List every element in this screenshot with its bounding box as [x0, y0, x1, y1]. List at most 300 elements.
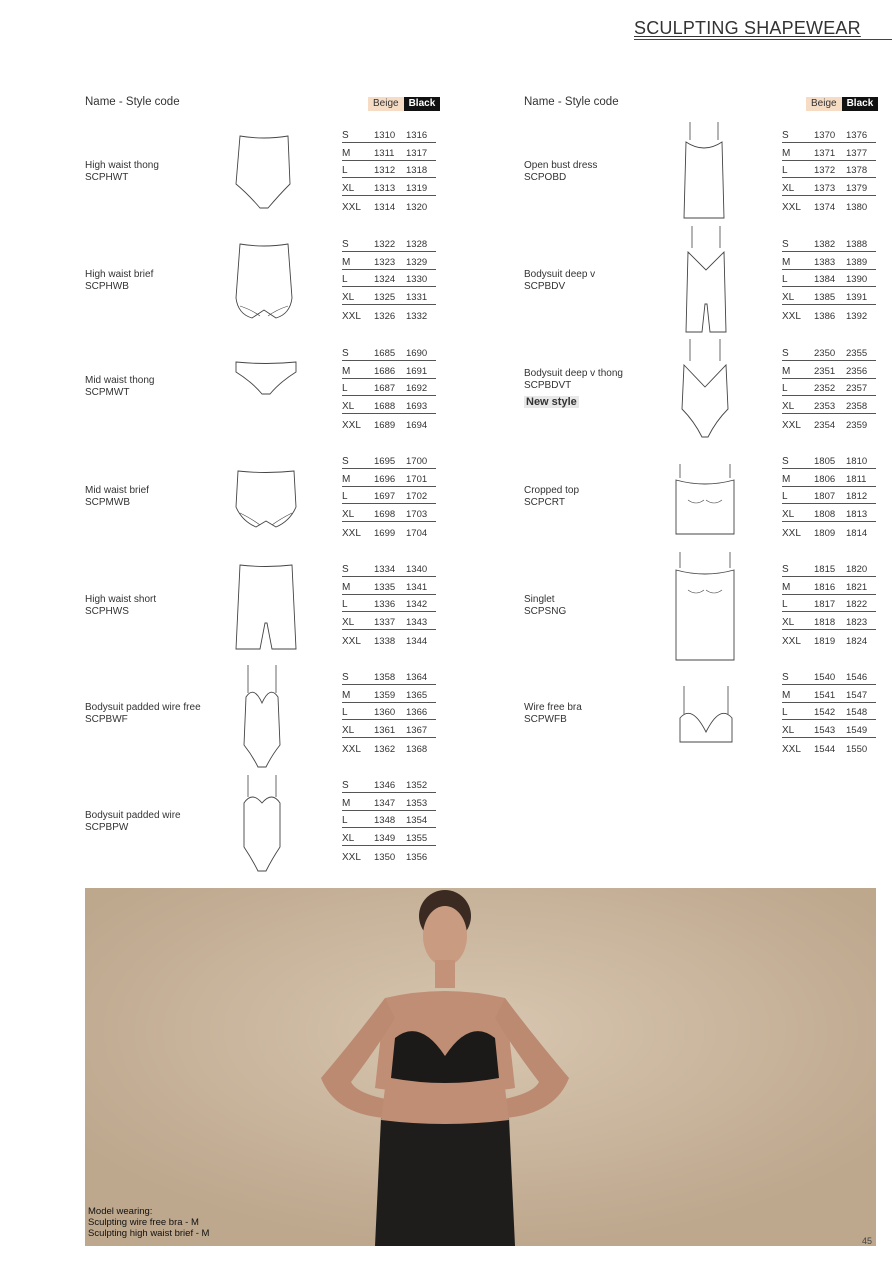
size-label: L: [342, 165, 348, 177]
size-label: S: [342, 347, 349, 359]
product-name: Wire free bra: [524, 702, 582, 713]
beige-article-number: 1322: [374, 238, 396, 250]
black-article-number: 1365: [406, 689, 428, 701]
wire-free-bra-sketch: [678, 684, 734, 746]
caption-line: Sculpting high waist brief - M: [88, 1228, 210, 1239]
black-article-number: 1824: [846, 635, 868, 647]
style-code: SCPCRT: [524, 497, 565, 508]
beige-article-number: 1314: [374, 201, 396, 213]
bodysuit-deep-v-sketch: [684, 224, 728, 336]
size-row: [342, 379, 436, 397]
size-label: XXL: [342, 635, 361, 647]
size-row: [342, 612, 436, 630]
beige-article-number: 1696: [374, 473, 396, 485]
size-label: L: [782, 383, 788, 395]
size-table: [782, 125, 876, 214]
size-label: S: [342, 671, 349, 683]
black-article-number: 1318: [406, 165, 428, 177]
high-waist-short-sketch: [234, 563, 298, 653]
black-article-number: 1814: [846, 527, 868, 539]
black-article-number: 1319: [406, 183, 428, 195]
black-article-number: 1820: [846, 563, 868, 575]
size-label: M: [342, 581, 351, 593]
size-row: [782, 451, 876, 469]
size-label: M: [782, 689, 791, 701]
size-row: [782, 161, 876, 179]
size-table: [342, 667, 436, 756]
black-article-number: 1391: [846, 292, 868, 304]
black-article-number: 1355: [406, 833, 428, 845]
black-article-number: 1389: [846, 256, 868, 268]
size-label: XL: [342, 725, 355, 737]
black-swatch: Black: [842, 97, 879, 111]
size-label: L: [342, 383, 348, 395]
page-number: 45: [862, 1236, 873, 1246]
black-article-number: 1703: [406, 509, 428, 521]
size-row: [782, 504, 876, 522]
size-row: [342, 178, 436, 196]
product-label: [524, 368, 623, 409]
beige-article-number: 1337: [374, 617, 396, 629]
black-article-number: 1356: [406, 851, 428, 863]
size-table: [782, 451, 876, 540]
size-row: [342, 738, 436, 756]
style-code: SCPBDV: [524, 281, 566, 292]
size-row: [342, 504, 436, 522]
page-header: [634, 18, 892, 40]
black-article-number: 1367: [406, 725, 428, 737]
model-photo: [85, 888, 876, 1246]
product-name: Bodysuit deep v thong: [524, 368, 623, 379]
black-article-number: 1329: [406, 256, 428, 268]
black-article-number: 2356: [846, 365, 868, 377]
beige-article-number: 1310: [374, 129, 396, 141]
beige-article-number: 1326: [374, 310, 396, 322]
beige-article-number: 1335: [374, 581, 396, 593]
beige-article-number: 1360: [374, 707, 396, 719]
size-row: [342, 161, 436, 179]
beige-article-number: 1311: [374, 147, 395, 159]
black-article-number: 1546: [846, 671, 868, 683]
size-table: [342, 775, 436, 864]
black-article-number: 1822: [846, 599, 868, 611]
beige-article-number: 1815: [814, 563, 836, 575]
size-row: [782, 270, 876, 288]
size-label: L: [782, 491, 788, 503]
color-legend-left: [368, 97, 440, 111]
black-article-number: 1693: [406, 401, 428, 413]
size-row: [342, 343, 436, 361]
size-label: S: [782, 671, 789, 683]
size-label: S: [782, 238, 789, 250]
size-label: XXL: [342, 419, 361, 431]
size-row: [782, 559, 876, 577]
black-article-number: 1380: [846, 201, 868, 213]
size-row: [342, 287, 436, 305]
beige-article-number: 1809: [814, 527, 836, 539]
size-row: [782, 287, 876, 305]
size-row: [342, 143, 436, 161]
black-article-number: 1366: [406, 707, 428, 719]
beige-article-number: 1323: [374, 256, 396, 268]
beige-article-number: 1361: [374, 725, 396, 737]
size-row: [342, 487, 436, 505]
beige-article-number: 1543: [814, 725, 836, 737]
size-row: [782, 522, 876, 540]
black-article-number: 1316: [406, 129, 428, 141]
size-row: [782, 178, 876, 196]
beige-article-number: 1374: [814, 201, 836, 213]
size-label: XXL: [782, 201, 801, 213]
beige-article-number: 2351: [814, 365, 836, 377]
black-article-number: 1364: [406, 671, 428, 683]
black-article-number: 1320: [406, 201, 428, 213]
size-label: S: [342, 563, 349, 575]
size-label: M: [342, 473, 351, 485]
black-article-number: 1354: [406, 815, 428, 827]
beige-article-number: 1806: [814, 473, 836, 485]
black-article-number: 1376: [846, 129, 868, 141]
size-label: L: [342, 599, 348, 611]
black-article-number: 1550: [846, 743, 868, 755]
size-label: M: [782, 473, 791, 485]
size-label: M: [782, 365, 791, 377]
product-name: Mid waist thong: [85, 375, 155, 386]
color-legend-right: [806, 97, 878, 111]
black-article-number: 2358: [846, 401, 868, 413]
beige-article-number: 1805: [814, 455, 836, 467]
size-label: S: [782, 347, 789, 359]
beige-article-number: 1382: [814, 238, 836, 250]
black-article-number: 1340: [406, 563, 428, 575]
beige-article-number: 1346: [374, 779, 396, 791]
style-code: SCPHWT: [85, 172, 129, 183]
black-article-number: 1331: [406, 292, 428, 304]
size-label: XXL: [342, 743, 361, 755]
size-label: XL: [782, 725, 795, 737]
size-row: [782, 379, 876, 397]
black-article-number: 1368: [406, 743, 428, 755]
size-label: XL: [342, 509, 355, 521]
black-article-number: 1691: [406, 365, 428, 377]
mid-waist-brief-sketch: [234, 469, 298, 531]
beige-swatch: Beige: [806, 97, 842, 111]
beige-swatch: Beige: [368, 97, 404, 111]
size-table: [782, 667, 876, 756]
size-row: [782, 703, 876, 721]
bodysuit-wire-free-sketch: [242, 663, 282, 769]
beige-article-number: 1817: [814, 599, 836, 611]
size-row: [782, 720, 876, 738]
beige-article-number: 1541: [814, 689, 836, 701]
size-row: [782, 414, 876, 432]
beige-article-number: 1698: [374, 509, 396, 521]
beige-article-number: 1373: [814, 183, 836, 195]
black-article-number: 1702: [406, 491, 428, 503]
photo-caption: [88, 1206, 209, 1239]
size-label: XXL: [782, 743, 801, 755]
size-label: XL: [782, 617, 795, 629]
size-row: [782, 143, 876, 161]
product-label: [85, 160, 159, 184]
size-table: [342, 125, 436, 214]
size-label: M: [342, 147, 351, 159]
size-label: S: [342, 238, 349, 250]
product-name: Cropped top: [524, 485, 580, 496]
product-label: [524, 485, 579, 509]
size-table: [342, 234, 436, 323]
beige-article-number: 1336: [374, 599, 396, 611]
black-article-number: 1547: [846, 689, 868, 701]
size-label: S: [782, 563, 789, 575]
black-article-number: 1823: [846, 617, 868, 629]
beige-article-number: 1695: [374, 455, 396, 467]
product-name: High waist short: [85, 594, 157, 605]
size-row: [342, 414, 436, 432]
beige-article-number: 1338: [374, 635, 396, 647]
size-label: XXL: [342, 527, 361, 539]
black-article-number: 1379: [846, 183, 868, 195]
size-row: [342, 720, 436, 738]
black-article-number: 1812: [846, 491, 868, 503]
black-article-number: 1388: [846, 238, 868, 250]
beige-article-number: 1689: [374, 419, 396, 431]
size-row: [782, 685, 876, 703]
size-label: XXL: [782, 419, 801, 431]
black-article-number: 1811: [846, 473, 867, 485]
size-row: [342, 305, 436, 323]
size-label: XL: [782, 401, 795, 413]
size-label: L: [782, 274, 788, 286]
black-article-number: 1377: [846, 147, 868, 159]
beige-article-number: 1542: [814, 707, 836, 719]
beige-article-number: 1818: [814, 617, 836, 629]
column-heading-right: Name - Style code: [524, 96, 619, 108]
black-article-number: 1353: [406, 797, 428, 809]
size-row: [342, 270, 436, 288]
beige-article-number: 1371: [814, 147, 836, 159]
size-label: L: [782, 165, 788, 177]
black-article-number: 1692: [406, 383, 428, 395]
product-label: [85, 375, 154, 399]
beige-article-number: 1359: [374, 689, 396, 701]
style-code: SCPSNG: [524, 606, 567, 617]
product-name: High waist brief: [85, 269, 154, 280]
size-row: [782, 343, 876, 361]
beige-article-number: 1687: [374, 383, 396, 395]
size-row: [342, 361, 436, 379]
product-label: [524, 269, 595, 293]
size-row: [342, 469, 436, 487]
product-label: [85, 269, 153, 293]
high-waist-brief-sketch: [232, 240, 296, 322]
black-swatch: Black: [404, 97, 441, 111]
beige-article-number: 1358: [374, 671, 396, 683]
size-row: [782, 305, 876, 323]
size-row: [782, 738, 876, 756]
product-label: [85, 594, 156, 618]
product-name: Bodysuit padded wire free: [85, 702, 201, 713]
size-row: [782, 612, 876, 630]
size-label: L: [782, 707, 788, 719]
new-style-badge: New style: [526, 396, 577, 408]
black-article-number: 1328: [406, 238, 428, 250]
size-label: XXL: [342, 851, 361, 863]
size-row: [342, 125, 436, 143]
size-row: [782, 595, 876, 613]
size-row: [342, 595, 436, 613]
size-row: [342, 793, 436, 811]
beige-article-number: 2354: [814, 419, 836, 431]
size-label: S: [782, 129, 789, 141]
size-row: [342, 667, 436, 685]
black-article-number: 1341: [406, 581, 428, 593]
beige-article-number: 1685: [374, 347, 396, 359]
black-article-number: 2357: [846, 383, 868, 395]
size-row: [782, 125, 876, 143]
beige-article-number: 2352: [814, 383, 836, 395]
size-table: [342, 451, 436, 540]
size-row: [342, 703, 436, 721]
beige-article-number: 1688: [374, 401, 396, 413]
size-label: S: [342, 455, 349, 467]
size-label: S: [342, 129, 349, 141]
column-heading-left: Name - Style code: [85, 96, 180, 108]
beige-article-number: 1347: [374, 797, 396, 809]
beige-article-number: 1362: [374, 743, 396, 755]
size-label: XXL: [342, 201, 361, 213]
size-row: [342, 630, 436, 648]
product-label: [524, 594, 566, 618]
beige-article-number: 1383: [814, 256, 836, 268]
style-code: SCPHWB: [85, 281, 129, 292]
size-label: L: [342, 707, 348, 719]
beige-article-number: 1544: [814, 743, 836, 755]
size-label: XL: [342, 292, 355, 304]
size-table: [782, 234, 876, 323]
size-row: [342, 685, 436, 703]
size-label: XXL: [782, 310, 801, 322]
beige-article-number: 1686: [374, 365, 396, 377]
size-label: M: [342, 365, 351, 377]
beige-article-number: 1312: [374, 165, 396, 177]
style-code: SCPMWB: [85, 497, 130, 508]
size-label: M: [342, 689, 351, 701]
bodysuit-wire-sketch: [240, 773, 284, 873]
beige-article-number: 1699: [374, 527, 396, 539]
product-label: [85, 810, 181, 834]
size-row: [782, 252, 876, 270]
size-row: [342, 811, 436, 829]
beige-article-number: 1349: [374, 833, 396, 845]
size-row: [342, 252, 436, 270]
size-row: [782, 469, 876, 487]
black-article-number: 1704: [406, 527, 428, 539]
size-label: L: [782, 599, 788, 611]
product-name: High waist thong: [85, 160, 159, 171]
size-label: XXL: [342, 310, 361, 322]
beige-article-number: 1313: [374, 183, 396, 195]
open-bust-dress-sketch: [682, 120, 726, 220]
black-article-number: 1392: [846, 310, 868, 322]
beige-article-number: 1348: [374, 815, 396, 827]
size-label: M: [782, 256, 791, 268]
size-row: [782, 577, 876, 595]
style-code: SCPHWS: [85, 606, 129, 617]
size-table: [342, 343, 436, 432]
size-label: M: [782, 147, 791, 159]
size-table: [342, 559, 436, 648]
black-article-number: 1317: [406, 147, 428, 159]
size-label: L: [342, 274, 348, 286]
mid-waist-thong-sketch: [234, 360, 298, 396]
style-code: SCPBDVT: [524, 380, 572, 391]
product-label: [85, 702, 201, 726]
high-waist-thong-sketch: [232, 132, 296, 214]
product-name: Bodysuit deep v: [524, 269, 596, 280]
black-article-number: 1690: [406, 347, 428, 359]
size-row: [782, 361, 876, 379]
black-article-number: 1344: [406, 635, 428, 647]
size-label: L: [342, 491, 348, 503]
size-label: M: [342, 797, 351, 809]
beige-article-number: 1350: [374, 851, 396, 863]
beige-article-number: 2350: [814, 347, 836, 359]
beige-article-number: 1385: [814, 292, 836, 304]
beige-article-number: 1384: [814, 274, 836, 286]
size-label: M: [782, 581, 791, 593]
product-label: [524, 702, 582, 726]
black-article-number: 1548: [846, 707, 868, 719]
size-row: [342, 846, 436, 864]
page-title: SCULPTING SHAPEWEAR: [634, 18, 861, 38]
beige-article-number: 1808: [814, 509, 836, 521]
black-article-number: 1810: [846, 455, 868, 467]
beige-article-number: 1370: [814, 129, 836, 141]
size-label: L: [342, 815, 348, 827]
beige-article-number: 1334: [374, 563, 396, 575]
style-code: SCPBPW: [85, 822, 129, 833]
size-row: [782, 196, 876, 214]
style-code: SCPMWT: [85, 387, 130, 398]
beige-article-number: 1807: [814, 491, 836, 503]
beige-article-number: 1816: [814, 581, 836, 593]
black-article-number: 1332: [406, 310, 428, 322]
product-name: Bodysuit padded wire: [85, 810, 181, 821]
beige-article-number: 1386: [814, 310, 836, 322]
size-label: XL: [782, 292, 795, 304]
model-figure-illustration: [85, 888, 876, 1246]
size-label: S: [342, 779, 349, 791]
size-row: [342, 522, 436, 540]
black-article-number: 1700: [406, 455, 428, 467]
size-row: [782, 630, 876, 648]
size-row: [342, 396, 436, 414]
size-row: [782, 667, 876, 685]
size-label: XL: [342, 617, 355, 629]
style-code: SCPWFB: [524, 714, 567, 725]
beige-article-number: 1697: [374, 491, 396, 503]
size-table: [782, 343, 876, 432]
black-article-number: 1378: [846, 165, 868, 177]
size-row: [342, 559, 436, 577]
black-article-number: 1342: [406, 599, 428, 611]
size-row: [782, 234, 876, 252]
black-article-number: 1352: [406, 779, 428, 791]
size-row: [342, 196, 436, 214]
bodysuit-deep-v-thong-sketch: [680, 337, 730, 439]
size-label: XL: [782, 509, 795, 521]
